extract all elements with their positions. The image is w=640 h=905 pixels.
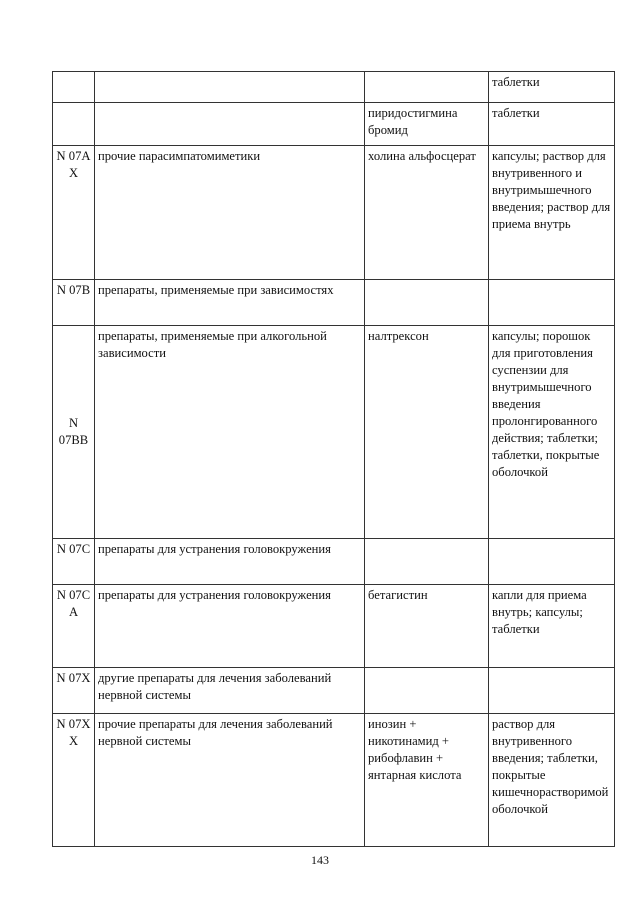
table-row <box>53 103 615 146</box>
atc-code: N 07C <box>53 539 95 585</box>
drug-name: инозин + никотинамид + рибофлавин + янтарная кислота <box>365 714 489 847</box>
group-name: препараты для устранения головокружения <box>95 585 365 668</box>
dosage-form: таблетки <box>489 103 615 146</box>
group-name: препараты для устранения головокружения <box>95 539 365 585</box>
group-name: препараты, применяемые при зависимостях <box>95 280 365 326</box>
table-row <box>53 72 615 103</box>
dosage-form: капли для приема внутрь; капсулы; таблетки <box>489 585 615 668</box>
table-row <box>53 146 615 280</box>
group-name: прочие парасимпатомиметики <box>95 146 365 280</box>
table-row <box>53 714 615 847</box>
drug-name: холина альфосцерат <box>365 146 489 280</box>
atc-code: N 07A X <box>53 146 95 280</box>
atc-code: N 07BB <box>53 326 95 539</box>
drug-name <box>365 280 489 326</box>
drug-table <box>52 71 615 847</box>
group-name: другие препараты для лечения заболеваний нервной системы <box>95 668 365 714</box>
dosage-form: капсулы; раствор для внутривенного и внутримышечного введения; раствор для приема внутрь <box>489 146 615 280</box>
group-name <box>95 72 365 103</box>
group-name <box>95 103 365 146</box>
dosage-form: раствор для внутривенного введения; таблетки, покрытые кишечнорастворимой оболочкой <box>489 714 615 847</box>
drug-name: бетагистин <box>365 585 489 668</box>
drug-name <box>365 72 489 103</box>
page-number: 143 <box>311 853 329 867</box>
dosage-form <box>489 668 615 714</box>
atc-code: N 07X <box>53 668 95 714</box>
table-row <box>53 668 615 714</box>
drug-name <box>365 539 489 585</box>
atc-code: N 07B <box>53 280 95 326</box>
atc-code <box>53 103 95 146</box>
dosage-form: капсулы; порошок для приготовления суспензии для внутримышечного введения пролонгированного действия; таблетки; таблетки, покрытые оболочкой <box>489 326 615 539</box>
group-name: препараты, применяемые при алкогольной зависимости <box>95 326 365 539</box>
drug-name <box>365 668 489 714</box>
table-row <box>53 280 615 326</box>
drug-name: налтрексон <box>365 326 489 539</box>
dosage-form: таблетки <box>489 72 615 103</box>
dosage-form <box>489 280 615 326</box>
drug-name: пиридостигмина бромид <box>365 103 489 146</box>
atc-code: N 07X X <box>53 714 95 847</box>
dosage-form <box>489 539 615 585</box>
table-row <box>53 539 615 585</box>
group-name: прочие препараты для лечения заболеваний нервной системы <box>95 714 365 847</box>
atc-code: N 07C A <box>53 585 95 668</box>
atc-code <box>53 72 95 103</box>
table-row <box>53 326 615 539</box>
table-row <box>53 585 615 668</box>
